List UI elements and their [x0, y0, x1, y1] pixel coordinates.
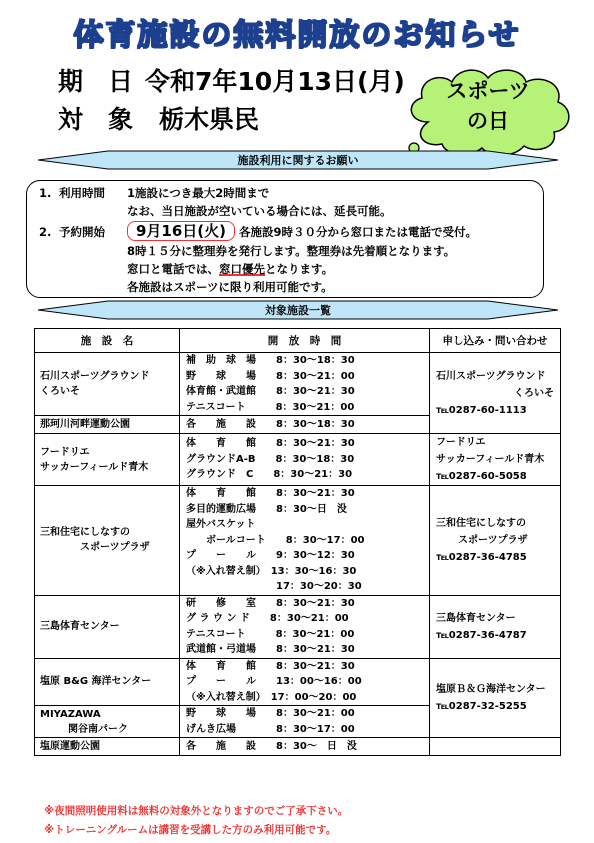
hours-line: 補 助 球 場 8：30～18：30	[186, 355, 355, 366]
hours-line: 武道館・弓道場 8：30～21：30	[186, 644, 355, 655]
section-banner-requests-label: 施設利用に関するお願い	[237, 154, 359, 167]
facility-name-sub: 関谷南パーク	[68, 723, 128, 735]
cloud-label-line1: スポーツ	[446, 79, 530, 103]
contact-name-sub: サッカーフィールド青木	[436, 454, 545, 465]
hours-cell	[180, 658, 430, 706]
hours-line: げんき広場 8：30～17：00	[186, 723, 355, 735]
hours-line: ボールコート 8：30～17：00	[186, 534, 365, 546]
hours-line: 体 育 館 8：30～21：30	[186, 438, 355, 450]
table-row	[35, 486, 561, 596]
contact-cell	[430, 353, 561, 434]
section-banner-facilities-label: 対象施設一覧	[265, 304, 331, 317]
facility-name: フードリエ	[40, 446, 90, 458]
table-row	[35, 353, 561, 416]
contact-phone: ℡0287-32-5255	[436, 700, 527, 712]
facility-name-cell	[35, 595, 180, 658]
request-text-5a: 窓口と電話では、	[127, 262, 219, 276]
facility-name: 塩原 B&G 海洋センター	[40, 676, 152, 688]
request-text-1: 1施設につき最大2時間まで	[127, 186, 270, 200]
hours-cell	[180, 486, 430, 596]
hours-line: 体 育 館 8：30～21：30	[186, 488, 355, 499]
contact-name: 三和住宅にしなすの	[436, 517, 526, 529]
facility-name-cell	[35, 416, 180, 434]
page-title: 体育施設の無料開放のお知らせ	[73, 18, 521, 53]
request-text-5b: となります。	[265, 262, 334, 276]
facility-name-cell	[35, 434, 180, 486]
hours-line: 研 修 室 8：30～21：30	[186, 597, 355, 609]
request-text-3: 各施設9時３０分から窓口または電話で受付。	[239, 225, 478, 239]
header-facility: 施 設 名	[35, 329, 180, 353]
note-lighting: ※夜間照明使用料は無料の対象外となりますのでご了承下さい。	[44, 805, 349, 817]
request-line-5	[127, 261, 333, 277]
request-line-4: 8時１５分に整理券を発行します。整理券は先着順となります。	[127, 244, 456, 258]
hours-line: プ ー ル 13：00～16：00	[186, 676, 362, 687]
contact-name: 三島体育センター	[436, 612, 516, 624]
contact-cell	[430, 595, 561, 658]
section-banner-facilities	[38, 299, 558, 321]
table-header-row	[35, 329, 561, 353]
facility-name: 三和住宅にしなすの	[40, 527, 130, 539]
hours-line: 野 球 場 8：30～21：00	[186, 708, 355, 719]
request-head-2: 予約開始	[59, 225, 105, 239]
contact-name: フードリエ	[436, 437, 486, 448]
hours-line: 体育館・武道館 8：30～21：30	[186, 386, 355, 397]
header-contact: 申し込み・問い合わせ	[430, 329, 561, 353]
contact-name: 石川スポーツグラウンド	[436, 370, 546, 382]
hours-line: 野 球 場 8：30～21：00	[186, 370, 355, 382]
hours-cell	[180, 416, 430, 434]
facility-name-cell	[35, 353, 180, 416]
cloud-label-line2: の日	[467, 109, 509, 133]
reservation-date-box: 9月16日(火)	[127, 221, 235, 241]
hours-cell	[180, 706, 430, 738]
request-line-3	[39, 221, 477, 241]
table-row	[35, 595, 561, 658]
target-row	[58, 100, 259, 136]
request-line-6: 各施設はスポーツに限り利用可能です。	[127, 280, 333, 294]
request-line-1	[39, 185, 269, 201]
cloud-label	[412, 76, 564, 136]
date-value: 令和7年10月13日(月)	[145, 67, 405, 96]
contact-name: 塩原Ｂ＆Ｇ海洋センター	[436, 683, 546, 695]
table-row	[35, 434, 561, 486]
hours-line: （※入れ替え制） 13：30～16：30	[186, 565, 357, 577]
target-value: 栃木県民	[159, 105, 260, 134]
table-row	[35, 658, 561, 706]
contact-phone: ℡0287-60-1113	[436, 404, 527, 416]
hours-line: 多目的運動広場 8：30～日 没	[186, 503, 347, 515]
hours-cell	[180, 353, 430, 416]
facility-name: 那珂川河畔運動公園	[40, 419, 130, 430]
hours-line: プ ー ル 9：30～12：30	[186, 550, 355, 561]
hours-line: 17：30～20：30	[186, 581, 362, 592]
note-training-room: ※トレーニングルームは講習を受講した方のみ利用可能です。	[44, 824, 337, 836]
facility-name: MIYAZAWA	[40, 708, 101, 720]
request-line-2: なお、当日施設が空いている場合には、延長可能。	[127, 204, 392, 218]
facility-name-cell	[35, 658, 180, 706]
request-num-1: 1.	[39, 186, 52, 200]
request-head-1: 利用時間	[59, 186, 105, 200]
contact-phone: ℡0287-60-5058	[436, 471, 527, 482]
facility-name: 石川スポーツグラウンド	[40, 371, 150, 382]
hours-line: テニスコート 8：30～21：00	[186, 401, 355, 413]
facility-name: 塩原運動公園	[40, 741, 100, 752]
facility-name-cell	[35, 706, 180, 738]
date-row	[58, 62, 405, 98]
contact-cell	[430, 434, 561, 486]
facility-name: 三島体育センター	[40, 621, 120, 632]
contact-cell	[430, 658, 561, 738]
date-label: 期 日	[58, 67, 134, 96]
facility-name-sub: サッカーフィールド青木	[40, 461, 149, 473]
facility-name-sub: くろいそ	[40, 386, 80, 397]
contact-cell	[430, 486, 561, 596]
contact-name-sub: スポーツプラザ	[458, 534, 528, 546]
hours-cell	[180, 738, 430, 756]
hours-line: 体 育 館 8：30～21：30	[186, 660, 355, 672]
contact-phone: ℡0287-36-4787	[436, 629, 527, 641]
target-label: 対 象	[58, 105, 134, 134]
header-hours: 開 放 時 間	[180, 329, 430, 353]
contact-cell-empty	[430, 738, 561, 756]
hours-line: グラウンド C 8：30～21：30	[186, 469, 353, 481]
hours-line: 各 施 設 8：30～ 日 没	[186, 740, 357, 752]
request-num-2: 2.	[39, 225, 52, 239]
contact-phone: ℡0287-36-4785	[436, 551, 527, 563]
hours-cell	[180, 595, 430, 658]
hours-line: 屋外バスケット	[186, 519, 256, 530]
section-banner-requests	[38, 149, 558, 171]
hours-line: （※入れ替え制） 17：00～20：00	[186, 691, 357, 703]
facility-name-cell	[35, 738, 180, 756]
request-box	[26, 180, 544, 298]
hours-line: 各 施 設 8：30～18：30	[186, 418, 355, 430]
facility-name-sub: スポーツプラザ	[80, 542, 150, 554]
hours-line: テニスコート 8：30～21：00	[186, 628, 355, 640]
facility-name-cell	[35, 486, 180, 596]
facility-table	[34, 328, 561, 756]
table-row	[35, 738, 561, 756]
request-text-5-emphasis: 窓口優先	[219, 262, 265, 276]
hours-line: グ ラ ウ ン ド 8：30～21：00	[186, 613, 349, 624]
contact-name-sub: くろいそ	[514, 387, 554, 399]
hours-line: グラウンドA-B 8：30～18：30	[186, 453, 355, 465]
hours-cell	[180, 434, 430, 486]
